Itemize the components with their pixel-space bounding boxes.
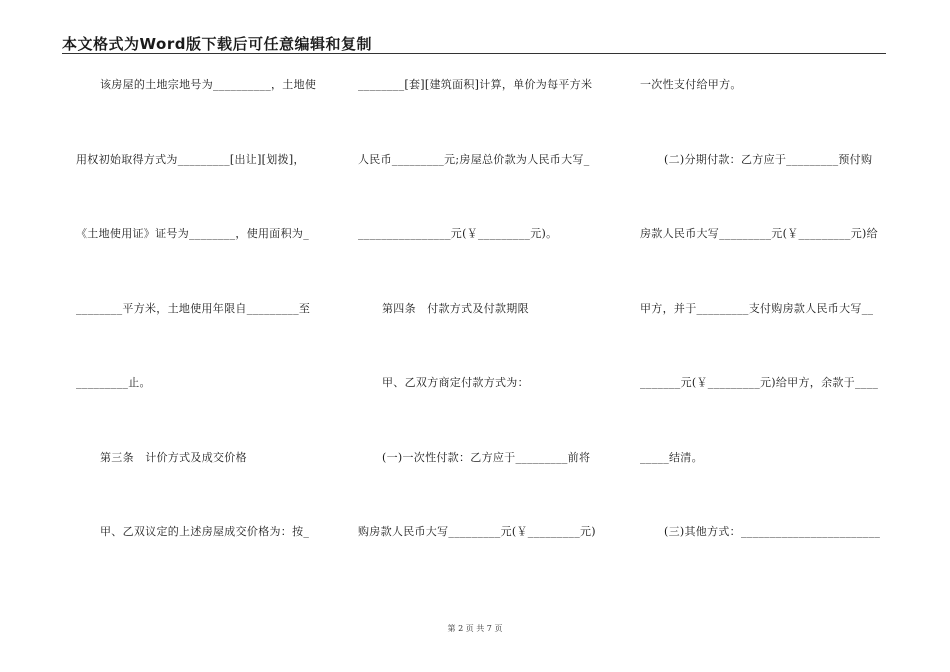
text-line: _________止。 (76, 376, 151, 389)
text-line: 购房款人民币大写_________元(￥_________元) (358, 525, 596, 538)
text-line: (一)一次性付款：乙方应于_________前将 (382, 450, 591, 464)
text-line: (三)其他方式：________________________ (664, 525, 881, 538)
header-divider (62, 53, 886, 54)
page-number: 第 2 页 共 7 页 (447, 624, 503, 633)
text-line: ________[套][建筑面积]计算，单价为每平方米 (358, 78, 593, 91)
text-line: 甲方，并于_________支付购房款人民币大写__ (640, 301, 874, 315)
text-column-1 (76, 78, 326, 600)
text-line: _______元(￥_________元)给甲方，余款于____ (640, 376, 879, 389)
text-line: 用权初始取得方式为_________[出让][划拨]， (76, 152, 305, 166)
section-heading: 第四条 付款方式及付款期限 (382, 301, 529, 315)
text-line: 人民币_________元;房屋总价款为人民币大写_ (358, 152, 590, 166)
text-line: 房款人民币大写_________元(￥_________元)给 (640, 227, 878, 240)
section-heading: 第三条 计价方式及成交价格 (100, 450, 247, 464)
text-line: 甲、乙双议定的上述房屋成交价格为：按_ (100, 525, 310, 538)
text-line: 《土地使用证》证号为________，使用面积为_ (76, 227, 309, 240)
text-line: _____结清。 (640, 450, 703, 464)
text-line: 该房屋的土地宗地号为__________，土地使 (100, 78, 317, 91)
text-line: (二)分期付款：乙方应于_________预付购 (664, 152, 873, 166)
text-line: ________________元(￥_________元)。 (358, 227, 558, 240)
text-column-2 (358, 78, 608, 600)
text-line: 甲、乙双方商定付款方式为： (382, 376, 529, 389)
document-header-title: 本文格式为Word版下载后可任意编辑和复制 (62, 35, 372, 53)
text-line: 一次性支付给甲方。 (640, 78, 742, 91)
text-column-3 (640, 78, 890, 600)
text-line: ________平方米，土地使用年限自_________至 (76, 301, 311, 315)
